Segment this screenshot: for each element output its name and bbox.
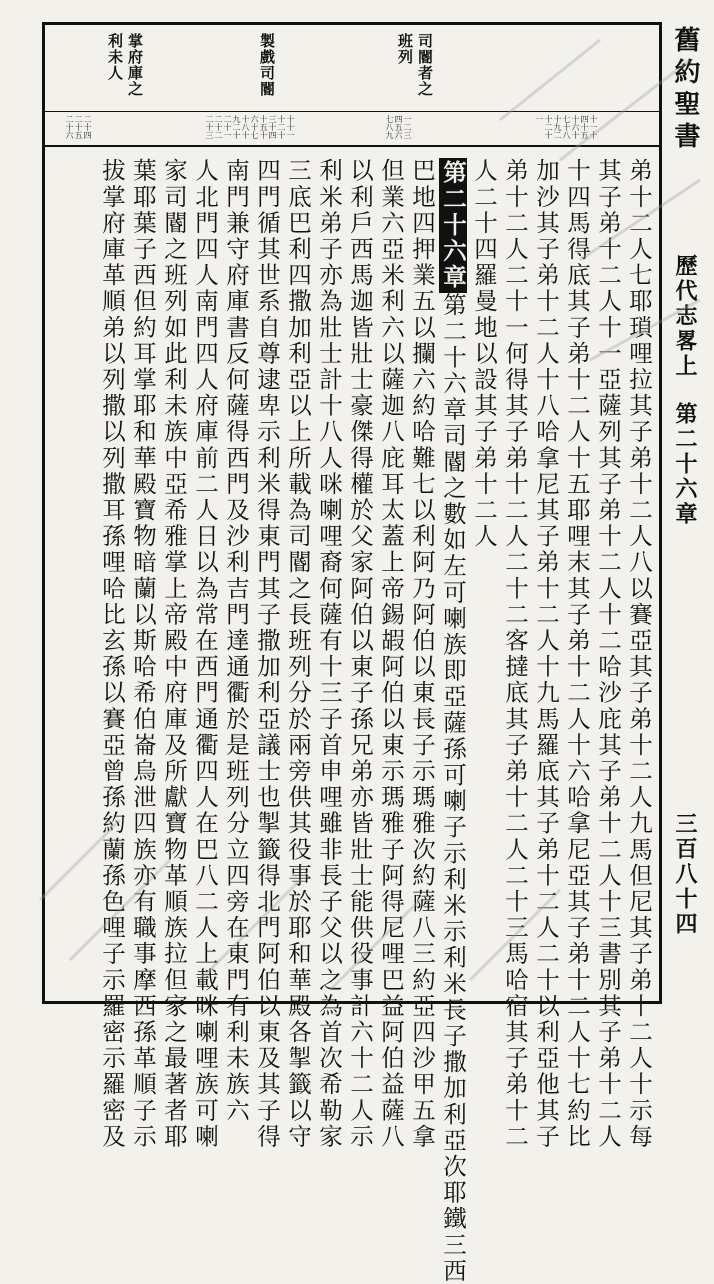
line-numbers-b: 一二三四五六七八九 bbox=[385, 115, 412, 141]
text-column: 加沙其子弟十二人十八哈拿尼其子弟十二人十九馬羅底其子弟十二人二十以利亞他其子 bbox=[532, 158, 560, 1150]
side-margin bbox=[661, 22, 714, 1004]
text-column: 家司閽之班列如此利未族中亞希雅掌上帝殿中府庫及所獻寶物革順族拉但家之最著者耶 bbox=[160, 158, 188, 1150]
header-rule bbox=[45, 111, 659, 112]
text-column-chapter-start bbox=[439, 158, 467, 1284]
text-column: 十四馬得底其子弟十二人十五耶哩末其子弟十二人十六哈拿尼亞其子弟十二人十七約比 bbox=[563, 158, 591, 1150]
section-title: 歷代志畧上 bbox=[672, 254, 698, 379]
text-column: 人北門四人南門四人府庫前二人日以為常在西門通衢四人在巴八二人上載咪喇哩族可喇 bbox=[191, 158, 219, 1150]
page-frame bbox=[42, 22, 662, 1004]
header-note-1: 司閽者之 bbox=[417, 33, 433, 97]
page-number: 三百八十四 bbox=[672, 812, 698, 937]
line-numbers-a: 十一十四十五十六十七十八十九二十二十一 bbox=[535, 115, 598, 141]
line-number-row bbox=[55, 115, 649, 141]
body-text bbox=[45, 148, 659, 1001]
text-column: 葉耶葉子西但約耳掌耶和華殿寶物暗蘭以斯哈希伯崙烏泄四族亦有職事摩西孫革順子示 bbox=[129, 158, 157, 1150]
line-numbers-d: 二十四二十五二十六 bbox=[65, 115, 92, 141]
text-column: 以利戶西馬迦皆壯士豪傑得權於父家阿伯以東子孫兄弟亦皆壯士能供役事計六十二人示 bbox=[346, 158, 374, 1150]
chapter-heading-mark: 第二十六章 bbox=[439, 158, 467, 293]
chapter-title: 第二十六章 bbox=[672, 402, 698, 527]
header-note-4: 掌府庫之 bbox=[127, 33, 143, 97]
header-band bbox=[45, 25, 659, 147]
text-column: 但業六亞米利六以薩迦八庇耳太蓋上帝錫嘏阿伯以東示瑪雅子阿得尼哩巴益阿伯益薩八 bbox=[377, 158, 405, 1150]
header-note-5: 利未人 bbox=[107, 33, 123, 81]
chapter-first-line: 第二十六章司閽之數如左可喇族即亞薩孫可喇子示利米示利米長子撒加利亞次耶鐵三西 bbox=[439, 293, 467, 1284]
text-column: 巴地四押業五以攔六約哈難七以利阿乃阿伯以東長子示瑪雅次約薩八三約亞四沙甲五拿 bbox=[408, 158, 436, 1150]
text-column: 人二十四羅曼地以設其子弟十二人 bbox=[470, 158, 498, 550]
text-column: 弟十二人七耶瑣哩拉其子弟十二人八以賽亞其子弟十二人九馬但尼其子弟十二人十示每 bbox=[625, 158, 653, 1150]
text-column: 利米弟子亦為壯士計十八人咪喇哩裔何薩有十三子首申哩雖非長子父以之為首次希勒家 bbox=[315, 158, 343, 1150]
text-column: 拔掌府庫革順弟以列撒以列撒耳孫哩哈比玄孫以賽亞曾孫約蘭孫色哩子示羅密示羅密及 bbox=[98, 158, 126, 1150]
text-column: 弟十二人二十一何得其子弟十二人二十二客撻底其子弟十二人二十三馬哈宿其子弟十二 bbox=[501, 158, 529, 1150]
text-column: 其子弟十二人十一亞薩列其子弟十二人十二哈沙庇其子弟十二人十三書別其子弟十二人 bbox=[594, 158, 622, 1150]
header-note-3: 製戲司閽 bbox=[259, 33, 275, 97]
text-column: 南門兼守府庫書反何薩得西門及沙利吉門達通衢於是班列分立四旁在東門有利未族六 bbox=[222, 158, 250, 1124]
text-column: 三底巴利四撒加利亞以上所載為司閽之長班列分於兩旁供其役事於耶和華殿各掣籤以守 bbox=[284, 158, 312, 1150]
header-note-2: 班列 bbox=[397, 33, 413, 65]
text-column: 四門循其世系自尊逮卑示利米得東門其子撒加利亞議士也掣籤得北門阿伯以東及其子得 bbox=[253, 158, 281, 1150]
line-numbers-c: 十十一十二十三十四十五十六十七十八十九二十二十一二十二二十三 bbox=[205, 115, 295, 141]
book-title: 舊約聖書 bbox=[670, 26, 700, 154]
